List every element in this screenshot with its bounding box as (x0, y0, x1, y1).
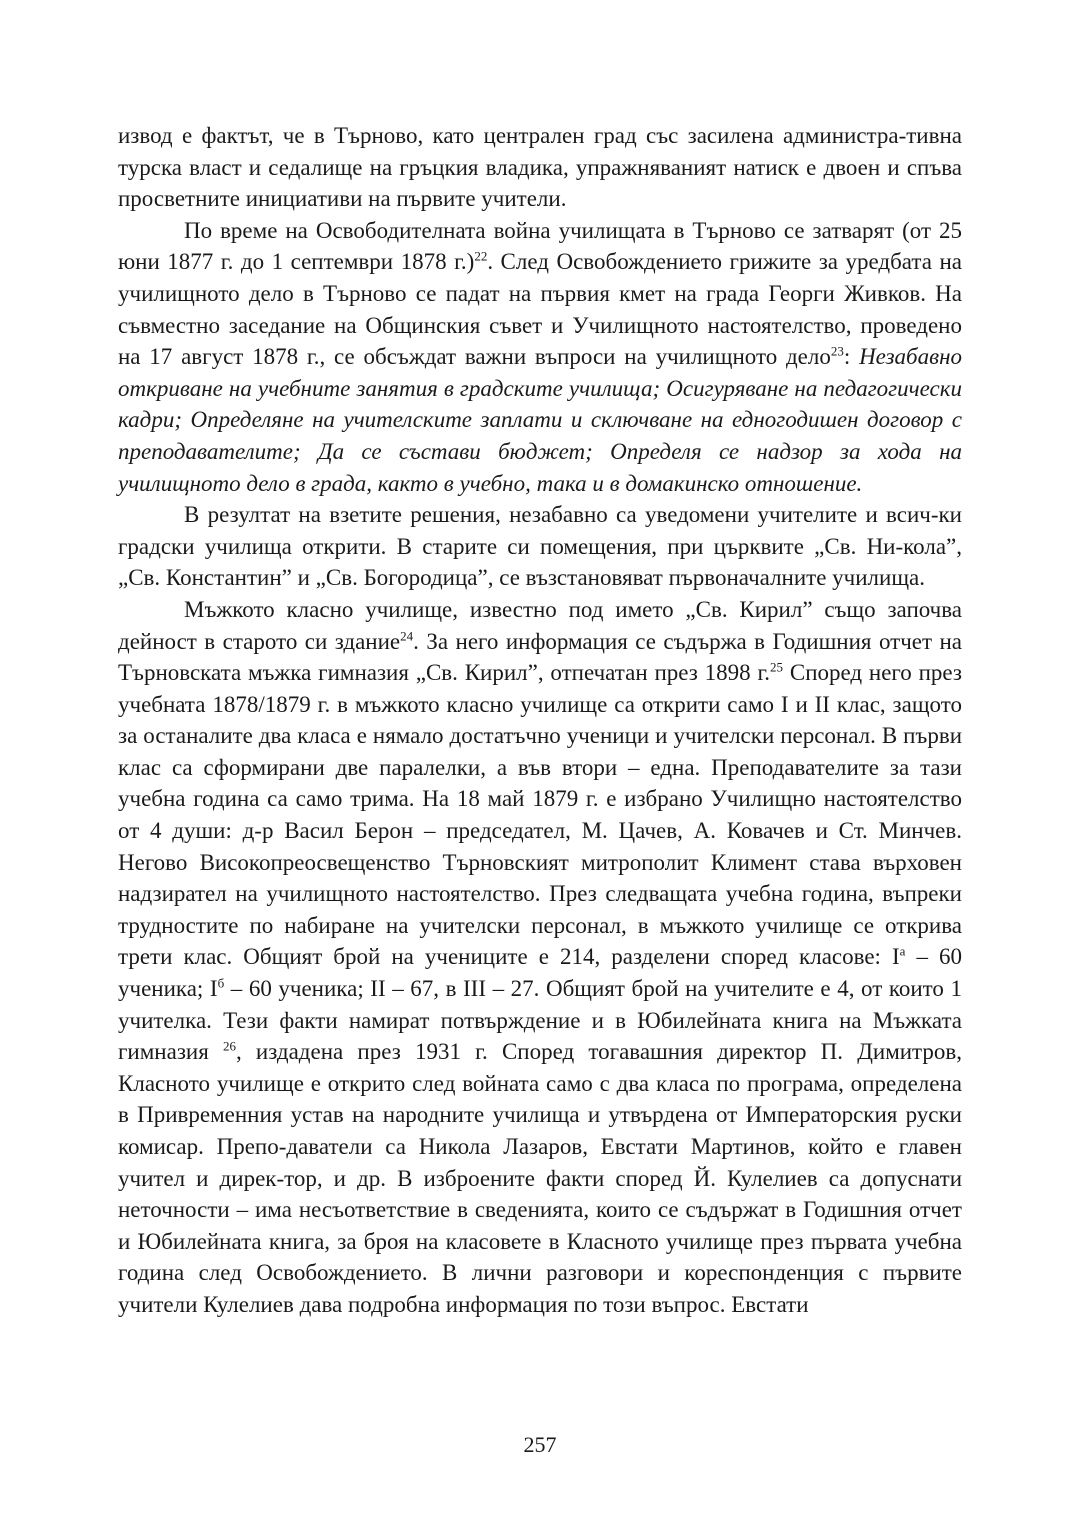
class-superscript-b: б (217, 975, 225, 991)
paragraph-4 (118, 594, 962, 1321)
paragraph-1: извод е фактът, че в Търново, като централен град със засилена администра-тивна турска власт и седалище на гръцкия владика, упражняваният натиск е двоен и спъва просветните инициативи на първите учители. (118, 123, 962, 212)
paragraph-2-text-c: : (843, 344, 860, 370)
footnote-ref-23: 23 (830, 343, 844, 359)
paragraph-4-text-b: . За него информация се съдържа в Годишния отчет на Търновската мъжка гимназия „Св. Кирил”, отпечатан през 1898 г. (118, 628, 962, 686)
page-number: 257 (523, 1432, 557, 1457)
footnote-ref-26: 26 (222, 1038, 236, 1054)
paragraph-2-text-a: По време на Освободителната война училищата в Търново се затварят (от 25 юни 1877 г. до 1 септември 1878 г.) (118, 217, 962, 275)
footnote-ref-24: 24 (400, 627, 414, 643)
paragraph-2-italic-decisions: Незабавно откриване на учебните занятия в градските училища; Осигуряване на педагогически кадри; Определяне на учителските заплати и сключване на едногодишен договор с преподавателите; Да се състави бюджет; Определя се надзор за хода на училищното дело в града, както в учебно, така и в домакинско отношение. (118, 344, 963, 496)
paragraph-4-text-c: Според него през учебната 1878/1879 г. в мъжкото класно училище са открити само I и II клас, защото за останалите два класа е нямало достатъчно ученици и учителски персонал. В първи клас са сформирани две паралелки, а във втори – една. Преподавателите за тази учебна година са само трима. На 18 май 1879 г. е избрано Училищно настоятелство от 4 души: д-р Васил Берон – председател, М. Цачев, А. Ковачев и Ст. Минчев. Негово Високопреосвещенство Търновският митрополит Климент става върховен надзирател на училищното настоятелство. През следващата учебна година, въпреки трудностите по набиране на учителски персонал, в мъжкото училище се открива трети клас. Общият брой на учениците е 214, разделени според класове: I (118, 660, 962, 970)
class-superscript-a: а (899, 943, 906, 959)
paragraph-4-text-e: – 60 ученика; II – 67, в III – 27. Общият брой на учителите е 4, от които 1 учителка. Тези факти намират потвърждение и в Юбилейната книга на Мъжката гимназия (118, 976, 962, 1065)
paragraph-4-text-f: , издадена през 1931 г. Според тогавашния директор П. Димитров, Класното училище е открито след войната само с два класа по програма, определена в Привременния устав на народните училища и утвърдена от Императорския руски комисар. Препо-даватели са Никола Лазаров, Евстати Мартинов, който е главен учител и дирек-тор, и др. В изброените факти според Й. Кулелиев са допуснати неточности – има несъответствие в сведенията, които се съдържат в Годишния отчет и Юбилейната книга, за броя на класовете в Класното училище през първата учебна година след Освобождението. В лични разговори и кореспонденция с първите учители Кулелиев дава подробна информация по този въпрос. Евстати (118, 1039, 963, 1317)
footnote-ref-25: 25 (770, 659, 784, 675)
paragraph-2-text-b: . След Освобождението грижите за уредбата на училищното дело в Търново се падат на първия кмет на града Георги Живков. На съвместно заседание на Общинския съвет и Училищното настоятелство, проведено на 17 август 1878 г., се обсъждат важни въпроси на училищното дело (118, 249, 962, 370)
paragraph-3: В резултат на взетите решения, незабавно са уведомени учителите и всич-ки градски училища открити. В старите си помещения, при църквите „Св. Ни-кола”, „Св. Константин” и „Св. Богородица”, се възстановяват първоначалните училища. (118, 502, 962, 591)
page-body (118, 120, 962, 1321)
paragraph-4-text-d: – 60 ученика; I (118, 944, 962, 1002)
paragraph-2 (118, 215, 962, 499)
footnote-ref-22: 22 (474, 248, 488, 264)
paragraph-4-text-a: Мъжкото класно училище, известно под името „Св. Кирил” също започва дейност в старото си здание (118, 596, 962, 654)
